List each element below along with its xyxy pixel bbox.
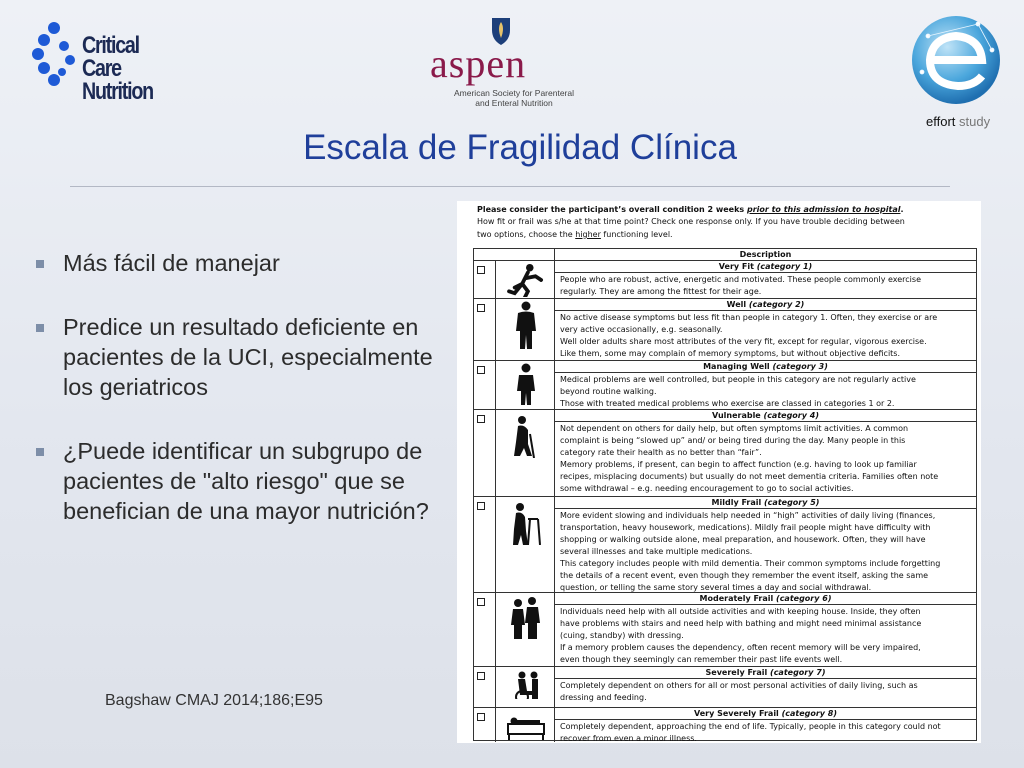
effort-study-label: effort study [926,114,991,129]
description-line: No active disease symptoms but less fit than people in category 1. Often, they exercise or are [560,313,938,322]
description-line: several illnesses and take multiple medications. [560,547,753,556]
category-description [560,721,972,745]
frailty-scale-document [457,201,981,743]
bullet-list [36,248,456,560]
frailty-row-category-8 [474,707,976,742]
aspen-wordmark: aspen [430,41,527,86]
category-heading [555,593,976,605]
slide-title: Escala de Fragilidad Clínica [303,128,737,167]
category-number: (category 6) [776,594,832,603]
category-heading [555,667,976,679]
category-name: Very Fit [718,262,757,271]
effort-globe-icon [908,10,1004,110]
description-line: even though they seemingly can remember their past life events well. [560,655,843,664]
category-description [560,423,972,495]
description-line: dressing and feeding. [560,693,647,702]
description-line: the details of a recent event, even though they remember the event itself, asking the same [560,571,929,580]
description-line: Individuals need help with all outside activities and with keeping house. Inside, they often [560,607,921,616]
row-divider [554,410,555,496]
category-heading [555,410,976,422]
frailty-row-category-1 [474,260,976,298]
category-checkbox[interactable] [477,415,485,423]
category-description [560,680,972,704]
description-line: More evident slowing and individuals help needed in “high” activities of daily living (finances, [560,511,936,520]
description-line: transportation, heavy housework, medications). Mildly frail people might have difficulty with [560,523,931,532]
title-divider [70,186,950,187]
category-number: (category 7) [770,668,826,677]
column-header-description: Description [554,249,976,261]
description-line: Like them, some may complain of memory symptoms, but without objective deficits. [560,349,901,358]
description-line: Completely dependent, approaching the end of life. Typically, people in this category could not [560,722,941,731]
description-line: If a memory problem causes the dependency, often recent memory will be very impaired, [560,643,921,652]
category-name: Very Severely Frail [693,709,782,718]
bullet-square-icon [36,324,44,332]
category-name: Moderately Frail [699,594,777,603]
description-line: People who are robust, active, energetic and motivated. These people commonly exercise [560,275,921,284]
row-divider [495,410,496,496]
category-checkbox[interactable] [477,366,485,374]
category-checkbox[interactable] [477,266,485,274]
category-name: Vulnerable [712,411,764,420]
row-divider [495,593,496,666]
frailty-row-category-3 [474,360,976,409]
category-name: Severely Frail [705,668,771,677]
critical-care-nutrition-logo [30,14,180,105]
aspen-logo [420,16,620,106]
document-instructions: Please consider the participant’s overall condition 2 weeks prior to this admission to hospital. How fit or frail was s/he at that time point? Check one response only. If you have trouble deciding between two options, choose the higher functioning level. [477,205,905,239]
category-checkbox[interactable] [477,598,485,606]
description-line: Completely dependent on others for all or most personal activities of daily living, such as [560,681,918,690]
frailty-figure-icon [506,669,546,699]
row-divider [554,497,555,592]
frailty-table [473,248,977,741]
description-line: beyond routine walking. [560,387,657,396]
description-line: Those with treated medical problems who exercise are classed in categories 1 or 2. [560,399,895,408]
description-line: recover from even a minor illness. [560,734,697,743]
description-line: Well older adults share most attributes of the very fit, except for regular, vigorous exercise. [560,337,927,346]
ccn-wordmark: Critical Care Nutrition [82,32,153,105]
frailty-figure-icon [506,301,546,349]
description-line: shopping or walking outside alone, meal preparation, and housework. Often, they will have [560,535,926,544]
category-heading [555,497,976,509]
category-checkbox[interactable] [477,713,485,721]
category-name: Managing Well [703,362,773,371]
description-line: recipes, misplacing documents) but usually do not meet dementia criteria. Families often note [560,472,939,481]
frailty-row-category-5 [474,496,976,592]
description-line: category rate their health as no better than “fair”. [560,448,762,457]
frailty-row-category-4 [474,409,976,496]
category-number: (category 5) [764,498,820,507]
frailty-figure-icon [506,595,546,639]
frailty-row-category-2 [474,298,976,360]
description-line: regularly. They are among the fittest for their age. [560,287,762,296]
frailty-figure-icon [506,412,546,458]
description-line: Memory problems, if present, can begin to affect function (e.g. having to look up familiar [560,460,917,469]
row-divider [495,361,496,409]
category-description [560,274,972,298]
category-checkbox[interactable] [477,502,485,510]
category-description [560,374,972,410]
category-name: Mildly Frail [711,498,765,507]
frailty-row-category-7 [474,666,976,707]
description-line: Medical problems are well controlled, but people in this category are not regularly active [560,375,916,384]
bullet-square-icon [36,260,44,268]
bullet-square-icon [36,448,44,456]
category-heading [555,299,976,311]
category-number: (category 4) [763,411,819,420]
category-number: (category 8) [781,709,838,718]
aspen-subtitle: American Society for Parenteral and Enteral Nutrition [454,88,574,108]
category-checkbox[interactable] [477,672,485,680]
row-divider [495,708,496,742]
frailty-figure-icon [506,363,546,405]
category-description [560,510,972,594]
row-divider [495,261,496,298]
effort-study-logo [908,10,1008,135]
citation: Bagshaw CMAJ 2014;186;E95 [105,692,323,709]
category-heading [555,708,976,720]
category-description [560,312,972,360]
frailty-figure-icon [506,263,546,297]
bullet-item: ¿Puede identificar un subgrupo de pacientes de "alto riesgo" que se benefician de una mayor nutrición? [36,436,456,526]
bullet-item: Más fácil de manejar [36,248,456,278]
category-number: (category 2) [748,300,805,309]
category-heading [555,361,976,373]
description-line: Not dependent on others for daily help, but often symptoms limit activities. A common [560,424,909,433]
category-number: (category 1) [756,262,813,271]
category-description [560,606,972,666]
frailty-figure-icon [506,710,546,740]
category-checkbox[interactable] [477,304,485,312]
description-line: question, or telling the same story several times a day and social withdrawal. [560,583,872,592]
description-line: (cuing, standby) with dressing. [560,631,684,640]
frailty-row-category-6 [474,592,976,666]
row-divider [495,299,496,360]
category-heading [555,261,976,273]
description-line: very active occasionally, e.g. seasonally. [560,325,723,334]
frailty-figure-icon [506,499,546,545]
description-line: some withdrawal – e.g. needing encouragement to go to social activities. [560,484,854,493]
category-name: Well [726,300,749,309]
description-line: complaint is being “slowed up” and/ or being tired during the day. Many people in this [560,436,906,445]
bullet-item: Predice un resultado deficiente en pacientes de la UCI, especialmente los geriatricos [36,312,456,402]
row-divider [495,667,496,707]
row-divider [495,497,496,592]
description-line: This category includes people with mild dementia. Their common symptoms include forgetting [560,559,941,568]
description-line: have problems with stairs and need help with bathing and might need minimal assistance [560,619,922,628]
category-number: (category 3) [772,362,828,371]
ccn-dna-icon [30,20,80,90]
